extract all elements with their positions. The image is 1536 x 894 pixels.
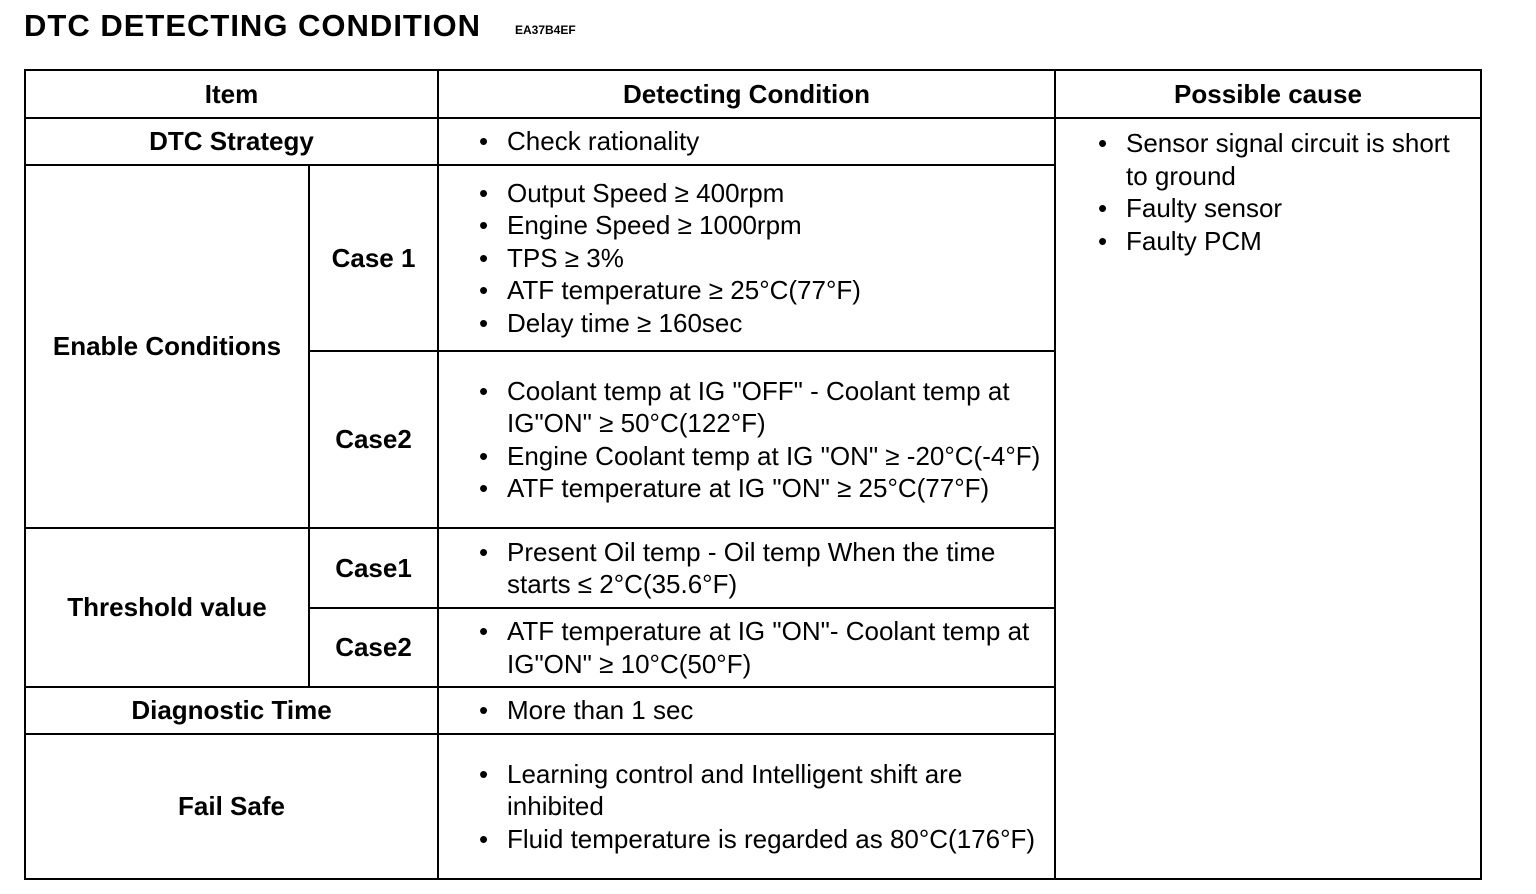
- list-item: • ATF temperature at IG "ON"- Coolant temp at IG"ON" ≥ 10°C(50°F): [479, 615, 1044, 680]
- header-item: Item: [25, 70, 438, 118]
- title-row: [24, 6, 576, 46]
- list-item: • ATF temperature ≥ 25°C(77°F): [479, 274, 1044, 307]
- list-item: • Engine Coolant temp at IG "ON" ≥ -20°C(-4°F): [479, 440, 1044, 473]
- list-item: • Present Oil temp - Oil temp When the time starts ≤ 2°C(35.6°F): [479, 536, 1044, 601]
- list-item: • ATF temperature at IG "ON" ≥ 25°C(77°F): [479, 472, 1044, 505]
- document-code: EA37B4EF: [515, 23, 576, 37]
- header-detecting-condition: Detecting Condition: [438, 70, 1055, 118]
- list-item: • Fluid temperature is regarded as 80°C(176°F): [479, 823, 1044, 856]
- label-enable-case1: Case 1: [309, 165, 438, 351]
- condition-list: [479, 758, 1044, 856]
- label-enable-conditions: Enable Conditions: [25, 165, 309, 528]
- condition-list: [479, 694, 1044, 727]
- condition-list: [479, 177, 1044, 340]
- label-threshold-value: Threshold value: [25, 528, 309, 687]
- list-item: • Faulty PCM: [1098, 225, 1470, 258]
- label-threshold-case2: Case2: [309, 608, 438, 687]
- list-item: • More than 1 sec: [479, 694, 1044, 727]
- label-diagnostic-time: Diagnostic Time: [25, 687, 438, 734]
- condition-list: [479, 536, 1044, 601]
- dtc-table: [24, 69, 1482, 880]
- list-item: • Learning control and Intelligent shift are inhibited: [479, 758, 1044, 823]
- conditions-dtc-strategy: [438, 118, 1055, 165]
- row-dtc-strategy: [25, 118, 1481, 165]
- conditions-fail-safe: [438, 734, 1055, 879]
- list-item: • Engine Speed ≥ 1000rpm: [479, 209, 1044, 242]
- possible-cause-cell: [1055, 118, 1481, 879]
- label-threshold-case1: Case1: [309, 528, 438, 608]
- possible-cause-list: [1098, 127, 1470, 257]
- label-dtc-strategy: DTC Strategy: [25, 118, 438, 165]
- conditions-threshold-case2: [438, 608, 1055, 687]
- label-fail-safe: Fail Safe: [25, 734, 438, 879]
- conditions-enable-case2: [438, 351, 1055, 528]
- list-item: • Check rationality: [479, 125, 1044, 158]
- list-item: • TPS ≥ 3%: [479, 242, 1044, 275]
- header-possible-cause: Possible cause: [1055, 70, 1481, 118]
- header-row: [25, 70, 1481, 118]
- label-enable-case2: Case2: [309, 351, 438, 528]
- conditions-threshold-case1: [438, 528, 1055, 608]
- list-item: • Sensor signal circuit is short to ground: [1098, 127, 1470, 192]
- page-title: DTC DETECTING CONDITION: [24, 8, 481, 43]
- list-item: • Faulty sensor: [1098, 192, 1470, 225]
- list-item: • Output Speed ≥ 400rpm: [479, 177, 1044, 210]
- conditions-diagnostic-time: [438, 687, 1055, 734]
- condition-list: [479, 375, 1044, 505]
- conditions-enable-case1: [438, 165, 1055, 351]
- condition-list: [479, 125, 1044, 158]
- condition-list: [479, 615, 1044, 680]
- list-item: • Coolant temp at IG "OFF" - Coolant temp at IG"ON" ≥ 50°C(122°F): [479, 375, 1044, 440]
- list-item: • Delay time ≥ 160sec: [479, 307, 1044, 340]
